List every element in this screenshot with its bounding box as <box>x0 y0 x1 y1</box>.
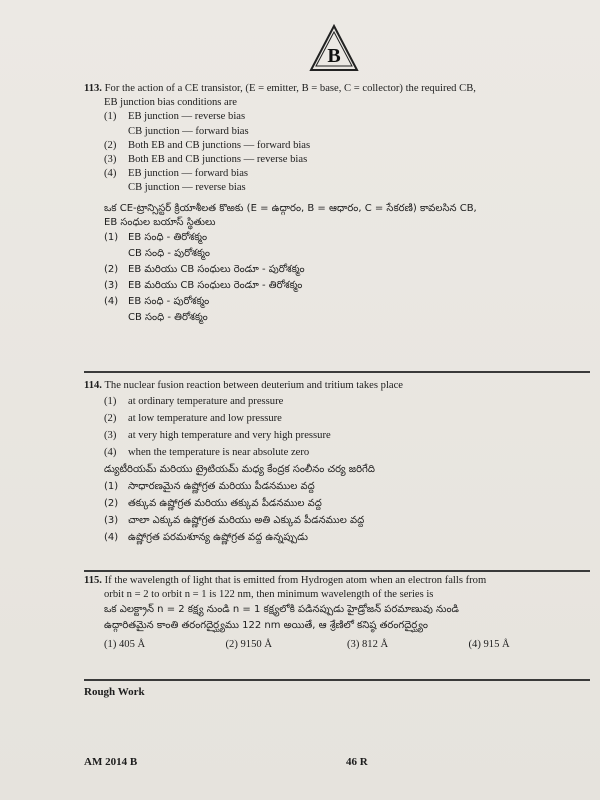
telugu-stem-cont: ఉద్గారితమైన కాంతి తరంగదైర్ఘ్యము 122 nm అయితే, ఆ శ్రేణిలో కనిష్ఠ తరంగదైర్ఘ్యం <box>104 620 428 632</box>
footer-page-number: 46 R <box>346 756 368 768</box>
telugu-option-2[interactable]: (2) EB మరియు CB సంధులు రెండూ - పురోశక్మం <box>104 264 305 276</box>
answer-options-row <box>84 638 590 652</box>
question-divider <box>84 371 590 373</box>
question-113 <box>84 82 590 326</box>
option-3[interactable]: (3) 812 Å <box>347 639 389 651</box>
triangle-badge-icon <box>309 24 359 72</box>
question-115 <box>84 574 590 653</box>
question-stem: The nuclear fusion reaction between deuterium and tritium takes place <box>104 380 404 391</box>
question-stem: If the wavelength of light that is emitted from Hydrogen atom when an electron falls from <box>104 575 487 586</box>
question-stem: For the action of a CE transistor, (E = emitter, B = base, C = collector) the required CB, <box>104 83 476 94</box>
booklet-code-badge <box>309 24 359 72</box>
telugu-option-4[interactable]: (4) ఉష్ణోగ్రత పరమశూన్య ఉష్ణోగ్రత వద్ద ఉన్నప్పుడు <box>104 532 308 544</box>
option-1[interactable]: (1) at ordinary temperature and pressure <box>104 396 284 408</box>
option-4[interactable]: (4) EB junction — forward bias CB junction — reverse bias <box>104 168 249 194</box>
question-divider <box>84 570 590 572</box>
telugu-option-4[interactable]: (4) EB సంధి - పురోశక్మం CB సంధి - తిరోశక్మం <box>104 296 210 324</box>
option-2[interactable]: (2) 9150 Å <box>225 639 272 651</box>
telugu-option-3[interactable]: (3) EB మరియు CB సంధులు రెండూ - తిరోశక్మం <box>104 280 303 292</box>
option-3[interactable]: (3) at very high temperature and very high pressure <box>104 430 331 442</box>
question-number: 114. <box>84 380 102 391</box>
question-stem-cont: EB junction bias conditions are <box>104 97 237 109</box>
telugu-stem: డ్యుటీరియమ్ మరియు ట్రైటియమ్ మధ్య కేంద్రక సంలీనం చర్య జరిగేది <box>104 464 375 476</box>
telugu-option-3[interactable]: (3) చాలా ఎక్కువ ఉష్ణోగ్రత మరియు అతి ఎక్కువ పీడనముల వద్ద <box>104 515 365 527</box>
telugu-option-1[interactable]: (1) సాధారణమైన ఉష్ణోగ్రత మరియు పీడనముల వద్ద <box>104 481 315 493</box>
question-114 <box>84 379 590 546</box>
option-2[interactable]: (2) Both EB and CB junctions — forward bias <box>104 139 311 151</box>
rough-work-divider <box>84 679 590 681</box>
telugu-option-1[interactable]: (1) EB సంధి - తిరోశక్మం CB సంధి - పురోశక్మం <box>104 232 210 260</box>
option-4[interactable]: (4) when the temperature is near absolute zero <box>104 447 310 459</box>
option-1[interactable]: (1) EB junction — reverse bias CB junction — forward bias <box>104 111 249 137</box>
question-number: 115. <box>84 575 102 586</box>
question-number: 113. <box>84 83 102 94</box>
option-4[interactable]: (4) 915 Å <box>468 639 510 651</box>
rough-work-label: Rough Work <box>84 686 145 698</box>
badge-letter: B <box>327 45 341 67</box>
option-1[interactable]: (1) 405 Å <box>104 639 146 651</box>
telugu-stem: ఒక CE-ట్రాన్సిస్టర్ క్రియాశీలత కొఱకు (E = ఉద్గారం, B = ఆధారం, C = సేకరణి) కావలసిన CB, <box>104 202 477 214</box>
option-2[interactable]: (2) at low temperature and low pressure <box>104 413 282 425</box>
telugu-option-2[interactable]: (2) తక్కువ ఉష్ణోగ్రత మరియు తక్కువ పీడనముల వద్ద <box>104 498 322 510</box>
option-3[interactable]: (3) Both EB and CB junctions — reverse bias <box>104 154 308 166</box>
telugu-stem: ఒక ఎలక్ట్రాన్ n = 2 కక్ష్య నుండి n = 1 కక్ష్యలోకి పడినప్పుడు హైడ్రోజన్ పరమాణువు నుండి <box>104 604 459 616</box>
footer-exam-code: AM 2014 B <box>84 756 138 768</box>
question-stem-cont: orbit n = 2 to orbit n = 1 is 122 nm, then minimum wavelength of the series is <box>104 589 434 601</box>
telugu-stem-cont: EB సంధుల బయాస్ స్థితులు <box>104 216 216 228</box>
